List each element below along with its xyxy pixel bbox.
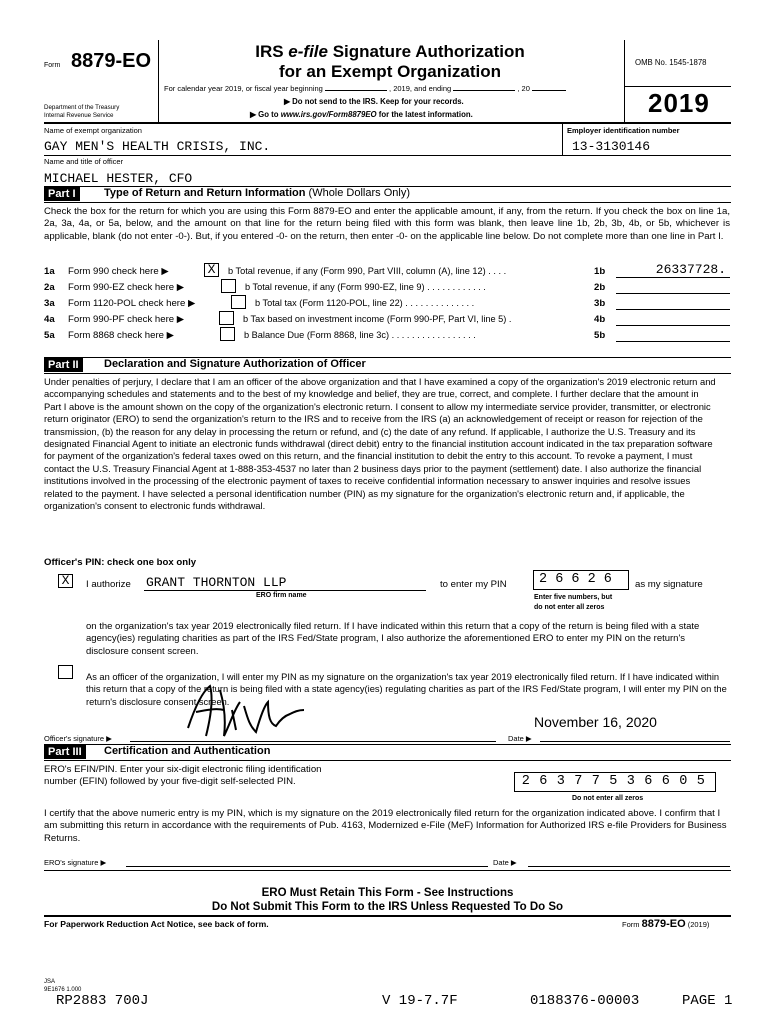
line-checkbox[interactable]: X bbox=[204, 263, 219, 277]
option2-checkbox[interactable] bbox=[58, 665, 73, 679]
calendar-year-line: For calendar year 2019, or fiscal year beginning , 2019, and ending , 20 bbox=[164, 84, 566, 93]
line-label: Form 1120-POL check here ▶ bbox=[68, 298, 196, 309]
org-name-value: GAY MEN'S HEALTH CRISIS, INC. bbox=[44, 139, 271, 154]
ero-date-label: Date ▶ bbox=[493, 858, 517, 867]
title-suffix: Signature Authorization bbox=[327, 42, 525, 61]
officer-signature-label: Officer's signature ▶ bbox=[44, 734, 112, 743]
line-description: b Tax based on investment income (Form 990-PF, Part VI, line 5) . bbox=[243, 314, 512, 324]
line-amount[interactable]: 26337728. bbox=[655, 262, 726, 277]
org-name-label: Name of exempt organization bbox=[44, 126, 142, 135]
efin-digit: 2 bbox=[521, 774, 530, 789]
department-label: Department of the Treasury Internal Revenue Service bbox=[44, 104, 120, 119]
line-ref: 3b bbox=[594, 298, 606, 309]
line-checkbox[interactable] bbox=[219, 311, 234, 325]
ero-firm-name[interactable]: GRANT THORNTON LLP bbox=[146, 575, 287, 590]
form-word: Form bbox=[44, 62, 61, 69]
efin-digit: 5 bbox=[696, 774, 705, 789]
efin-digit: 3 bbox=[556, 774, 565, 789]
line-number: 3a bbox=[44, 298, 55, 309]
omb-number: OMB No. 1545-1878 bbox=[635, 58, 707, 67]
page-number: PAGE 1 bbox=[682, 993, 733, 1009]
line-label: Form 990 check here ▶ bbox=[68, 266, 169, 277]
line-amount-underline bbox=[616, 309, 730, 310]
irs-link-note: ▶ Go to www.irs.gov/Form8879EO for the latest information. bbox=[250, 110, 473, 119]
line-ref: 5b bbox=[594, 330, 606, 341]
tax-year: 2019 bbox=[648, 88, 710, 118]
efin-digit: 6 bbox=[539, 774, 548, 789]
form-number: 8879-EO bbox=[71, 50, 152, 72]
paperwork-notice: For Paperwork Reduction Act Notice, see back of form. bbox=[44, 919, 269, 929]
officer-pin-field[interactable]: 2 6 6 2 6 bbox=[533, 570, 629, 590]
line-description: b Total revenue, if any (Form 990-EZ, line 9) . . . . . . . . . . . . bbox=[245, 282, 486, 292]
authorize-label: I authorize bbox=[86, 579, 131, 590]
line-number: 5a bbox=[44, 330, 55, 341]
part2-label: Part II bbox=[44, 358, 83, 372]
line-description: b Balance Due (Form 8868, line 3c) . . . . . . . . . . . . . . . . . bbox=[244, 330, 476, 340]
efin-pin-field[interactable] bbox=[514, 772, 716, 792]
officer-label: Name and title of officer bbox=[44, 157, 124, 166]
footer-form-id: Form 8879-EO (2019) bbox=[622, 918, 710, 930]
form-title bbox=[160, 42, 620, 82]
line-ref: 2b bbox=[594, 282, 606, 293]
option1-checkbox[interactable]: X bbox=[58, 574, 73, 588]
ein-value: 13-3130146 bbox=[572, 139, 651, 154]
line-checkbox[interactable] bbox=[231, 295, 246, 309]
efin-digit: 5 bbox=[609, 774, 618, 789]
line-amount-underline bbox=[616, 341, 730, 342]
ero-signature-label: ERO's signature ▶ bbox=[44, 858, 107, 867]
officer-date-label: Date ▶ bbox=[508, 734, 532, 743]
as-signature-label: as my signature bbox=[635, 579, 703, 590]
officer-date-value: November 16, 2020 bbox=[534, 714, 657, 730]
part3-label: Part III bbox=[44, 745, 86, 759]
efin-digit: 6 bbox=[661, 774, 670, 789]
footer-code-3: 0188376-00003 bbox=[530, 993, 640, 1009]
line-checkbox[interactable] bbox=[221, 279, 236, 293]
efin-digit: 6 bbox=[644, 774, 653, 789]
option2-text: As an officer of the organization, I will enter my PIN as my signature on the organization's tax year 2019 electronically filed return. If I have indicated within this return that a copy of the return is being filed with a state agency(ies) regulating charities as part of the IRS Fed/State program, I will enter my PIN on the return's disclosure consent screen. bbox=[86, 672, 727, 707]
declaration-text: Under penalties of perjury, I declare that I am an officer of the above organization and that I have examined a copy of the organization's 2019 electronic return and accompanying schedules and statements and to the best of my knowledge and belief, they are true, correct, and complete. I further declare that the amount in Part I above is the amount shown on the copy of the organization's electronic return. I consent to allow my intermediate service provider, transmitter, or electronic return originator (ERO) to send the organization's return to the IRS and to receive from the IRS (a) an acknowledgement of receipt or reason for rejection of the transmission, (b) the reason for any delay in processing the return or refund, and (c) the date of any refund. If applicable, I authorize the U.S. Treasury and its designated Financial Agent to initiate an electronic funds withdrawal (direct debit) entry to the financial institution account indicated in the tax preparation software for payment of the organization's federal taxes owed on this return, and the financial institution to debit the entry to this account. To revoke a payment, I must contact the U.S. Treasury Financial Agent at 1-888-353-4537 no later than 2 business days prior to the payment (settlement) date. I also authorize the financial institutions involved in the processing of the electronic payment of taxes to receive confidential information necessary to answer inquiries and resolve issues related to the payment. I have selected a personal identification number (PIN) as my signature for the organization's electronic return and, if applicable, the organization's consent to electronic funds withdrawal. bbox=[44, 376, 716, 512]
line-amount-underline bbox=[616, 277, 730, 278]
footer-code-2: V 19-7.7F bbox=[382, 993, 458, 1009]
efin-instructions: ERO's EFIN/PIN. Enter your six-digit electronic filing identification number (EFIN) followed by your five-digit self-selected PIN. bbox=[44, 764, 322, 788]
part3-title: Certification and Authentication bbox=[104, 745, 271, 757]
line-number: 2a bbox=[44, 282, 55, 293]
pin-note: Enter five numbers, but do not enter all zeros bbox=[534, 594, 613, 611]
retain-notice: ERO Must Retain This Form - See Instructions Do Not Submit This Form to the IRS Unless Requested To Do So bbox=[211, 887, 564, 913]
title-line2: for an Exempt Organization bbox=[279, 62, 501, 81]
part1-instructions: Check the box for the return for which you are using this Form 8879-EO and enter the applicable amount, if any, from the return. If you check the box on line 1a, 2a, 3a, 4a, or 5a, below, and the amount on that line for the return being filed with this form was blank, then leave line 1b, 2b, 3b, 4b, or 5b, whichever is applicable, blank (do not enter -0-). But, if you entered -0- on the return, then enter -0- on the applicable line below. Do not complete more than one line in Part I. bbox=[44, 206, 730, 242]
jsa-label: JSA 9E1676 1.000 bbox=[44, 979, 82, 993]
line-checkbox[interactable] bbox=[220, 327, 235, 341]
efin-digit: 7 bbox=[574, 774, 583, 789]
efin-digit: 3 bbox=[626, 774, 635, 789]
officer-signature-image bbox=[180, 680, 310, 742]
line-amount-underline bbox=[616, 325, 730, 326]
do-not-send-note: ▶ Do not send to the IRS. Keep for your records. bbox=[284, 97, 464, 106]
line-number: 1a bbox=[44, 266, 55, 277]
line-ref: 1b bbox=[594, 266, 606, 277]
ein-label: Employer identification number bbox=[567, 126, 680, 135]
part1-title: Type of Return and Return Information (Whole Dollars Only) bbox=[104, 187, 410, 199]
title-efile: e-file bbox=[288, 42, 328, 61]
efin-digit: 7 bbox=[591, 774, 600, 789]
part1-label: Part I bbox=[44, 187, 80, 201]
line-ref: 4b bbox=[594, 314, 606, 325]
irs-link[interactable]: www.irs.gov/Form8879EO bbox=[280, 110, 377, 119]
line-label: Form 990-PF check here ▶ bbox=[68, 314, 185, 325]
efin-digit: 0 bbox=[679, 774, 688, 789]
option1-text: on the organization's tax year 2019 electronically filed return. If I have indicated within this return that a copy of the return is being filed with a state agency(ies) regulating charities as part of the IRS Fed/State program, I also authorize the aforementioned ERO to enter my PIN on the return's disclosure consent screen. bbox=[86, 621, 700, 657]
enter-pin-label: to enter my PIN bbox=[440, 579, 507, 590]
certification-text: I certify that the above numeric entry is my PIN, which is my signature on the 2019 electronically filed return for the organization indicated above. I confirm that I am submitting this return in accordance with the requirements of Pub. 4163, Modernized e-File (MeF) Information for Authorized IRS e-file Providers for Business Returns. bbox=[44, 808, 727, 844]
line-label: Form 990-EZ check here ▶ bbox=[68, 282, 185, 293]
title-prefix: IRS bbox=[255, 42, 289, 61]
ero-firm-label: ERO firm name bbox=[256, 592, 307, 599]
part2-title: Declaration and Signature Authorization of Officer bbox=[104, 358, 366, 370]
officer-value: MICHAEL HESTER, CFO bbox=[44, 171, 193, 186]
line-description: b Total revenue, if any (Form 990, Part VIII, column (A), line 12) . . . . bbox=[228, 266, 507, 276]
line-label: Form 8868 check here ▶ bbox=[68, 330, 175, 341]
line-number: 4a bbox=[44, 314, 55, 325]
line-description: b Total tax (Form 1120-POL, line 22) . . . . . . . . . . . . . . bbox=[255, 298, 475, 308]
efin-note: Do not enter all zeros bbox=[572, 795, 644, 802]
line-amount-underline bbox=[616, 293, 730, 294]
pin-heading: Officer's PIN: check one box only bbox=[44, 557, 197, 568]
footer-code-1: RP2883 700J bbox=[56, 993, 149, 1009]
